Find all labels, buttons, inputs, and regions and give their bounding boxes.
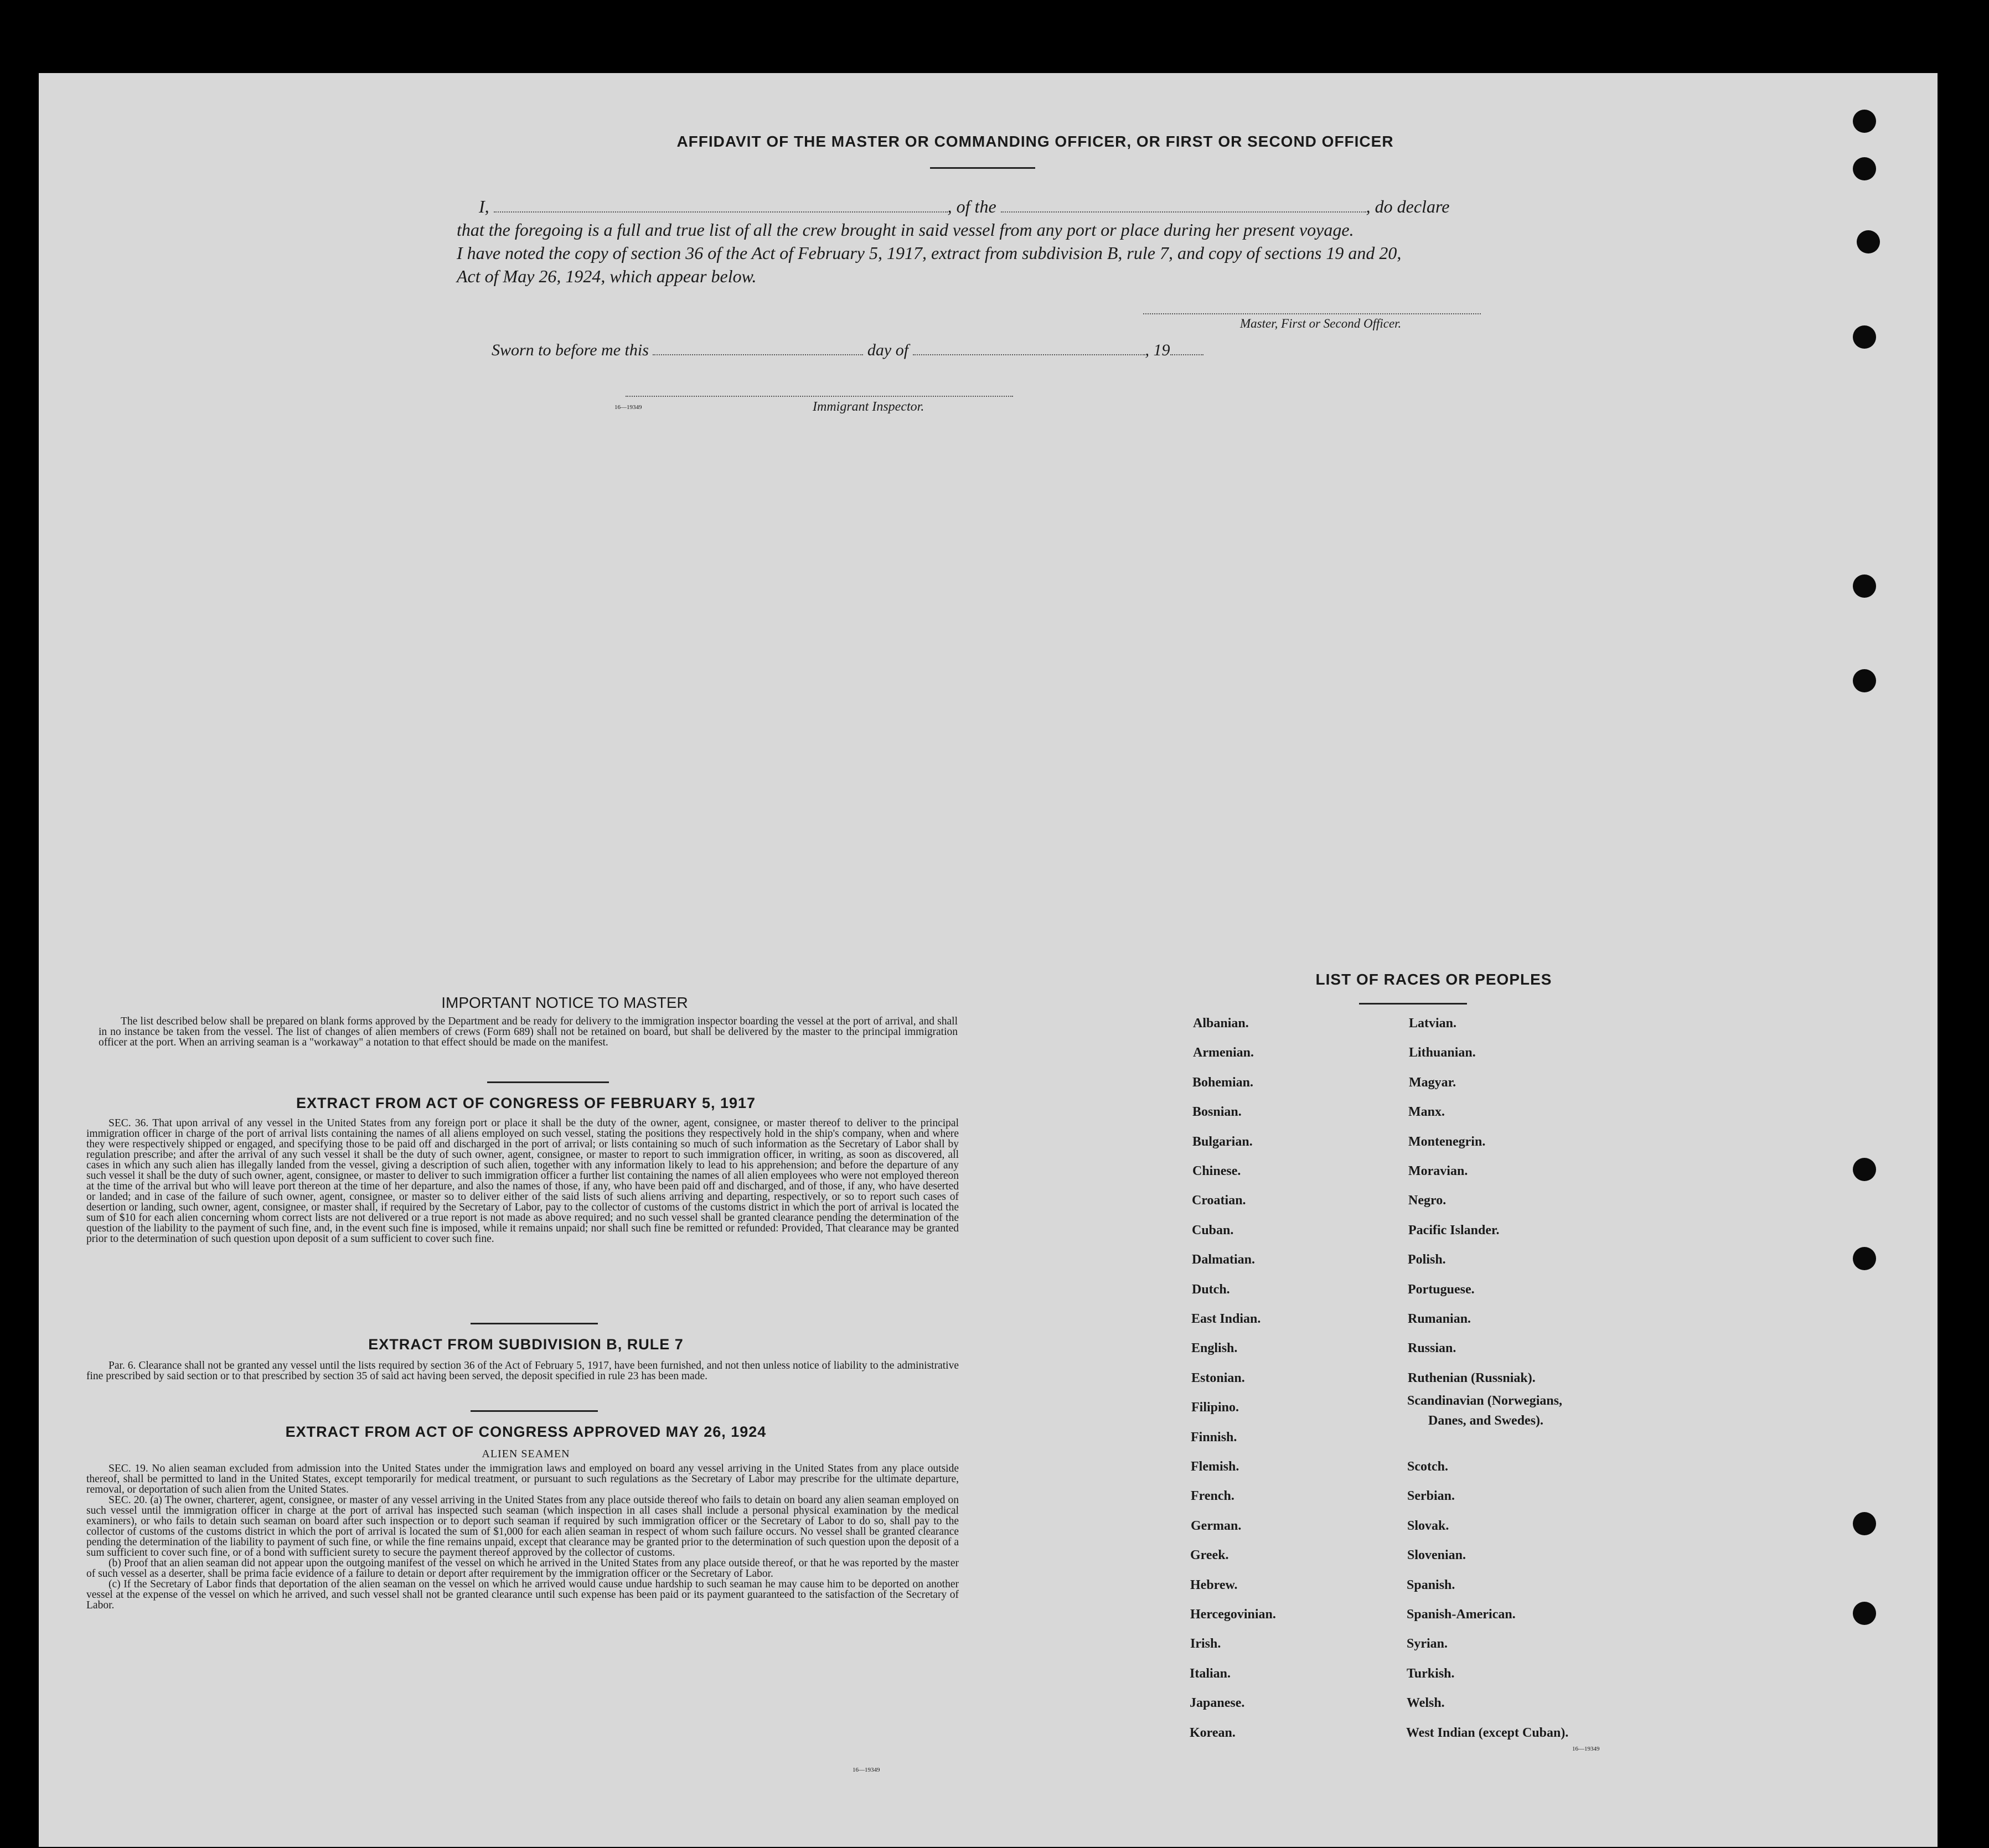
race-item: Filipino. <box>1191 1400 1239 1415</box>
race-item: Syrian. <box>1407 1637 1448 1651</box>
race-item: West Indian (except Cuban). <box>1406 1726 1569 1740</box>
race-item: Scotch. <box>1407 1459 1448 1474</box>
section-20b-text: (b) Proof that an alien seaman did not appear upon the outgoing manifest of the vessel on which he arrived in the United States from any place outside thereof, or that he was reported by the master of such vessel as a deserter, shall be prima facie evidence of a failure to detain or deport after requirement by the immigration officer or the Secretary of Labor. <box>86 1557 959 1580</box>
race-item: Slovak. <box>1407 1519 1449 1533</box>
extract-1917-title: EXTRACT FROM ACT OF CONGRESS OF FEBRUARY 5, 1917 <box>296 1095 756 1111</box>
race-item: Bohemian. <box>1192 1075 1254 1090</box>
extract-1924-title: EXTRACT FROM ACT OF CONGRESS APPROVED MAY 26, 1924 <box>285 1423 767 1440</box>
race-item: Dutch. <box>1192 1282 1230 1297</box>
races-title: LIST OF RACES OR PEOPLES <box>1315 971 1552 988</box>
race-item: Ruthenian (Russniak). <box>1408 1371 1536 1385</box>
race-item: Italian. <box>1190 1666 1231 1681</box>
race-item: Spanish. <box>1407 1578 1455 1592</box>
binder-hole-2 <box>1853 157 1876 180</box>
binder-hole-4 <box>1853 325 1876 349</box>
race-item: Portuguese. <box>1408 1282 1475 1297</box>
master-signature-line[interactable] <box>1143 313 1481 314</box>
alien-seamen-subtitle: ALIEN SEAMEN <box>482 1448 570 1460</box>
year-label: , 19 <box>1145 341 1170 359</box>
extract-rule7-title: EXTRACT FROM SUBDIVISION B, RULE 7 <box>368 1336 684 1353</box>
race-item: Polish. <box>1408 1252 1446 1267</box>
extract-1917-text: SEC. 36. That upon arrival of any vessel in the United States from any foreign port or place it shall be the duty of the owner, agent, consignee, or master thereof to deliver to the principal immigration officer in charge of the port of arrival lists containing the names of all aliens employed on such vessel, stating the positions they respectively hold in the ship's company, when and where they were respectively shipped or engaged, and specifying those to be paid off and discharged in the port of arrival; or lists containing so much of such information as the Secretary of Labor shall by regulation prescribe; and after the arrival of any such vessel it shall be the duty of such owner, agent, consignee, or master to report to such immigration officer, in writing, as soon as discovered, all cases in which any such alien has illegally landed from the vessel, giving a description of such alien, together with any information likely to lead to his apprehension; and before the departure of any such vessel it shall be the duty of such owner, agent, consignee, or master to deliver to such immigration officer a further list containing the names of all alien employees who were not employed thereon at the time of the arrival but who will leave port thereon at the time of her departure, and also the names of those, if any, who have been paid off and discharged, and of those, if any, who have deserted or landed; and in case of the failure of such owner, agent, consignee, or master so to deliver either of the said lists of such aliens arriving and departing, respectively, or so to report such cases of desertion or landing, such owner, agent, consignee, or master shall, if required by the Secretary of Labor, pay to the collector of customs of the customs district in which the port of arrival is located the sum of $10 for each alien concerning whom correct lists are not delivered or a true report is not made as above required; and no such vessel shall be granted clearance pending the determination of the question of the liability to the payment of such fine, and, in the event such fine is imposed, while it remains unpaid; nor shall such fine be remitted or refunded: Provided, That clearance may be granted prior to the determination of such question upon deposit of a sum sufficient to cover such fine. <box>86 1117 959 1245</box>
notice-rule <box>487 1081 609 1083</box>
race-item: Rumanian. <box>1408 1312 1471 1326</box>
inspector-signature-line[interactable] <box>626 396 1013 397</box>
races-title-rule <box>1359 1003 1467 1005</box>
affidavit-line-3: I have noted the copy of section 36 of the Act of February 5, 1917, extract from subdivision B, rule 7, and copy of sections 19 and 20, <box>457 243 1402 263</box>
race-item: Lithuanian. <box>1409 1045 1476 1060</box>
race-item: Croatian. <box>1192 1193 1246 1208</box>
race-item: Armenian. <box>1193 1045 1254 1060</box>
race-item: Montenegrin. <box>1408 1135 1486 1149</box>
race-item: Chinese. <box>1192 1164 1241 1178</box>
sworn-day-field[interactable] <box>653 354 863 355</box>
race-item: Serbian. <box>1407 1489 1455 1503</box>
race-item: Irish. <box>1190 1637 1221 1651</box>
extract-1924-form-number: 16—19349 <box>853 1767 880 1773</box>
do-declare-label: , do declare <box>1366 196 1450 216</box>
affidavit-form-number: 16—19349 <box>614 404 642 411</box>
extract-rule7-rule <box>471 1410 598 1412</box>
race-item: Welsh. <box>1407 1696 1445 1710</box>
binder-hole-9 <box>1853 1512 1876 1535</box>
race-item: French. <box>1191 1489 1234 1503</box>
binder-hole-5 <box>1853 574 1876 598</box>
race-item: Albanian. <box>1193 1016 1249 1031</box>
extract-1917-rule <box>471 1323 598 1324</box>
race-item: Pacific Islander. <box>1408 1223 1500 1238</box>
race-item: Slovenian. <box>1407 1548 1466 1562</box>
binder-hole-8 <box>1853 1247 1876 1270</box>
sworn-line <box>492 341 1203 360</box>
master-signature-caption: Master, First or Second Officer. <box>1240 317 1402 330</box>
extract-1924-body <box>86 1463 959 1611</box>
race-item: Latvian. <box>1409 1016 1457 1031</box>
form-sheet <box>39 73 1938 1847</box>
race-item: Cuban. <box>1192 1223 1234 1238</box>
race-item: Estonian. <box>1191 1371 1245 1385</box>
race-item: Spanish-American. <box>1407 1607 1516 1622</box>
i-label: I, <box>479 196 489 216</box>
race-item-continuation: Danes, and Swedes). <box>1428 1414 1544 1428</box>
binder-hole-7 <box>1853 1158 1876 1181</box>
inspector-caption: Immigrant Inspector. <box>813 400 924 414</box>
notice-title: IMPORTANT NOTICE TO MASTER <box>441 994 688 1011</box>
sworn-month-field[interactable] <box>913 354 1145 355</box>
race-item: Japanese. <box>1190 1696 1245 1710</box>
affidavit-title: AFFIDAVIT OF THE MASTER OR COMMANDING OFFICER, OR FIRST OR SECOND OFFICER <box>676 133 1394 150</box>
races-form-number: 16—19349 <box>1572 1746 1600 1752</box>
section-20a-text: SEC. 20. (a) The owner, charterer, agent, consignee, or master of any vessel arriving in the United States from any place outside thereof who fails to detain on board any alien seaman employed on such vessel until the immigration officer in charge at the port of arrival has inspected such seaman (which inspection in all cases shall include a personal physical examination by the medical examiners), or who fails to detain such seaman on board after such inspection or to deport such seaman if required by such immigration officer or the Secretary of Labor to do so, shall pay to the collector of customs of the customs district in which the port of arrival is located the sum of $1,000 for each alien seaman in respect of whom such failure occurs. No vessel shall be granted clearance pending the determination of the liability to payment of such fine, or while the fine remains unpaid, except that clearance may be granted prior to the determination of such question upon the deposit of a sum sufficient to cover such fine, or of a bond with sufficient surety to secure the payment thereof approved by the collector of customs. <box>86 1494 959 1559</box>
race-item: Negro. <box>1408 1193 1446 1208</box>
affidavit-line-2: that the foregoing is a full and true list of all the crew brought in said vessel from any port or place during her present voyage. <box>457 220 1354 240</box>
sworn-label: Sworn to before me this <box>492 341 649 359</box>
declarant-name-field[interactable] <box>494 211 948 213</box>
race-item: Hebrew. <box>1190 1578 1238 1592</box>
race-item: Dalmatian. <box>1192 1252 1255 1267</box>
race-item: Magyar. <box>1409 1075 1456 1090</box>
affidavit-declaration <box>457 195 1592 288</box>
of-the-label: , of the <box>947 196 996 216</box>
affidavit-line-1 <box>457 195 1592 218</box>
notice-text: The list described below shall be prepared on blank forms approved by the Department and be ready for delivery to the immigration inspector boarding the vessel at the port of arrival, and shall in no instance be taken from the vessel. The list of changes of alien members of crews (Form 689) shall not be retained on board, but shall be delivered by the master to the principal immigration officer at the port. When an arriving seaman is a "workaway" a notation to that effect should be made on the manifest. <box>99 1016 958 1048</box>
day-of-label: day of <box>867 341 909 359</box>
race-item: Turkish. <box>1407 1666 1455 1681</box>
extract-rule7-text: Par. 6. Clearance shall not be granted any vessel until the lists required by section 36 of the Act of February 5, 1917, have been furnished, and not then unless notice of liability to the administrative fine prescribed by said section or to that prescribed by section 35 of said act having been served, the deposit specified in rule 23 has been made. <box>86 1360 959 1382</box>
race-item: East Indian. <box>1191 1312 1261 1326</box>
race-item: Flemish. <box>1191 1459 1239 1474</box>
binder-hole-10 <box>1853 1602 1876 1625</box>
race-item: German. <box>1191 1519 1242 1533</box>
race-item: Hercegovinian. <box>1190 1607 1276 1622</box>
section-19-text: SEC. 19. No alien seaman excluded from admission into the United States under the immigration laws and employed on board any vessel arriving in the United States from any place outside thereof, shall be permitted to land in the United States, except temporarily for medical treatment, or pursuant to such regulations as the Secretary of Labor may prescribe for the ultimate departure, removal, or deportation of such alien from the United States. <box>86 1463 959 1495</box>
race-item: Bulgarian. <box>1192 1135 1253 1149</box>
binder-hole-3 <box>1857 230 1880 253</box>
race-item: English. <box>1191 1341 1238 1355</box>
binder-hole-6 <box>1853 669 1876 692</box>
race-item: Russian. <box>1408 1341 1456 1355</box>
sworn-year-field[interactable] <box>1170 354 1203 355</box>
race-item: Finnish. <box>1191 1430 1237 1445</box>
vessel-name-field[interactable] <box>1001 211 1366 213</box>
binder-hole-1 <box>1853 110 1876 133</box>
race-item: Moravian. <box>1408 1164 1468 1178</box>
section-20c-text: (c) If the Secretary of Labor finds that deportation of the alien seaman on the vessel on which he arrived would cause undue hardship to such seaman he may cause him to be deported on another vessel at the expense of the vessel on which he arrived, and such vessel shall not be granted clearance until such expense has been paid or its payment guaranteed to the satisfaction of the Secretary of Labor. <box>86 1578 959 1611</box>
race-item: Scandinavian (Norwegians, <box>1407 1394 1563 1408</box>
race-item: Greek. <box>1190 1548 1229 1562</box>
affidavit-title-rule <box>930 167 1035 169</box>
race-item: Bosnian. <box>1192 1105 1242 1119</box>
race-item: Korean. <box>1190 1726 1236 1740</box>
affidavit-line-4: Act of May 26, 1924, which appear below. <box>457 266 757 286</box>
race-item: Manx. <box>1408 1105 1445 1119</box>
